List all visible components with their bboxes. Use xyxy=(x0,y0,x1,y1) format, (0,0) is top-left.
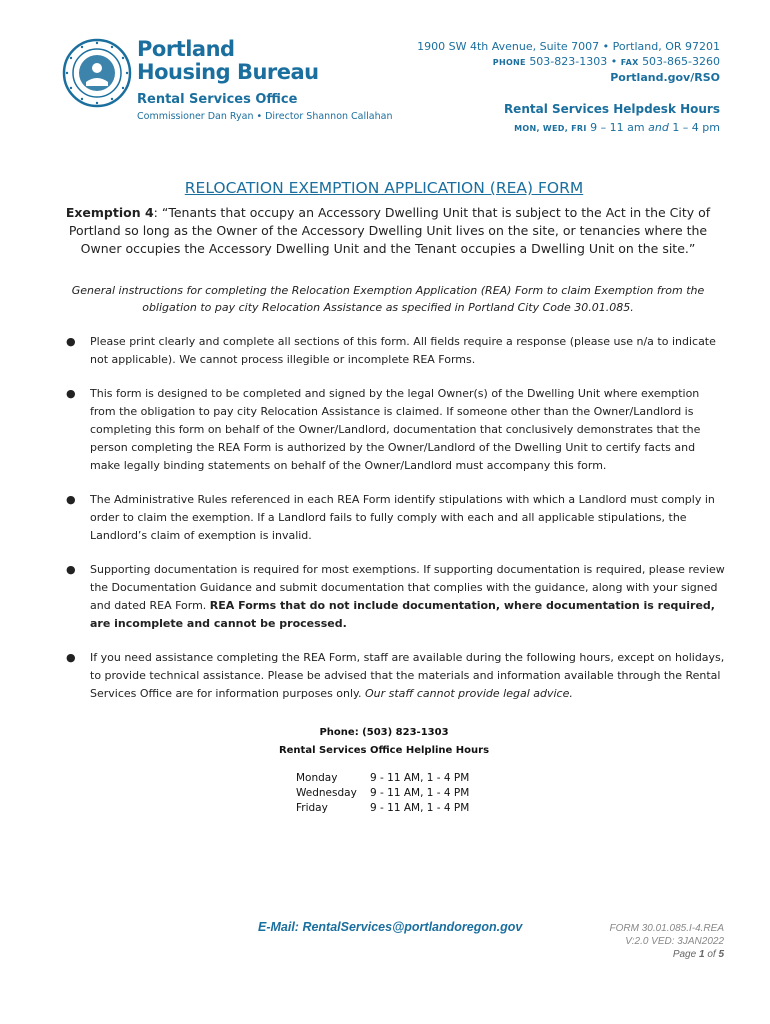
helpdesk-days: MON, WED, FRI xyxy=(514,124,587,133)
brand-line-2: Housing Bureau xyxy=(137,60,319,84)
helpline-block xyxy=(0,724,768,760)
list-item xyxy=(66,385,728,475)
hours-time: 9 - 11 AM, 1 - 4 PM xyxy=(370,802,470,814)
table-row xyxy=(296,801,469,816)
hours-day: Wednesday xyxy=(296,787,357,799)
table-row xyxy=(296,771,469,786)
helpdesk-hours xyxy=(417,121,720,134)
commissioner-line: Commissioner Dan Ryan • Director Shannon Callahan xyxy=(137,111,393,122)
list-item-italic-text: Our staff cannot provide legal advice. xyxy=(364,687,573,700)
bullet-icon: ● xyxy=(66,493,76,506)
list-item xyxy=(66,491,728,545)
brand-line-1: Portland xyxy=(137,37,235,61)
exemption-text: : “Tenants that occupy an Accessory Dwelling Unit that is subject to the Act in the City of Portland so long as the Owner of the Accessory Dwelling Unit lives on the site, or tenancies where the Owner occupies the Accessory Dwelling Unit and the Tenant occupies a Dwelling Unit on the site.” xyxy=(68,205,711,256)
office-address: 1900 SW 4th Avenue, Suite 7007 • Portland, OR 97201 xyxy=(417,40,720,53)
list-item xyxy=(66,561,728,633)
list-item xyxy=(66,333,728,369)
helpdesk-hours-2: 1 – 4 pm xyxy=(672,121,720,134)
form-reference xyxy=(610,922,725,961)
helpline-title: Rental Services Office Helpline Hours xyxy=(278,745,490,756)
hours-day: Monday xyxy=(296,772,338,784)
office-name: Rental Services Office xyxy=(137,92,298,107)
email-link[interactable]: E-Mail: RentalServices@portlandoregon.gov xyxy=(258,920,523,934)
general-instructions: General instructions for completing the Relocation Exemption Application (REA) Form to claim Exemption from the obligation to pay city Relocation Assistance as specified in Portland City Code 30.01.085. xyxy=(71,284,705,314)
hours-time: 9 - 11 AM, 1 - 4 PM xyxy=(370,787,470,799)
form-version: V:2.0 VED: 3JAN2022 xyxy=(625,936,724,947)
exemption-statement xyxy=(48,204,728,258)
city-of-portland-seal-icon xyxy=(62,38,132,108)
list-item-text: The Administrative Rules referenced in each REA Form identify stipulations with which a Landlord must comply in order to claim the exemption. If a Landlord fails to fully comply with each and all applicable stipulations, the Landlord’s claim of exemption is invalid. xyxy=(90,493,715,542)
helpline-phone: Phone: (503) 823-1303 xyxy=(319,727,449,738)
page-indicator: Page 1 of 5 xyxy=(672,949,724,960)
bullet-icon: ● xyxy=(66,651,76,664)
brand-block xyxy=(137,38,392,122)
list-item-text: Please print clearly and complete all sections of this form. All fields require a response (please use n/a to indicate not applicable). We cannot process illegible or incomplete REA Forms. xyxy=(90,335,716,366)
list-item-text: If you need assistance completing the REA Form, staff are available during the following hours, except on holidays, to provide technical assistance. Please be advised that the materials and information available through the Rental Services Office are for information purposes only. xyxy=(90,651,725,700)
table-row xyxy=(296,786,469,801)
list-item xyxy=(66,649,728,703)
hours-table xyxy=(296,771,469,816)
list-item-text: This form is designed to be completed and signed by the legal Owner(s) of the Dwelling Unit where exemption from the obligation to pay city Relocation Assistance is claimed. If someone other than the Owner/Landlord is completing this form on behalf of the Owner/Landlord, documentation that conclusively demonstrates that the person completing the REA Form is authorized by the Owner/Landlord of the Dwelling Unit to certify facts and make legally binding statements on behalf of the Owner/Landlord must accompany this form. xyxy=(90,387,701,472)
bullet-icon: ● xyxy=(66,387,76,400)
bullet-icon: ● xyxy=(66,563,76,576)
helpdesk-and: and xyxy=(648,121,669,134)
form-number: FORM 30.01.085.I-4.REA xyxy=(609,923,724,934)
list-item-text: Supporting documentation is required for most exemptions. If supporting documentation is required, please review the Documentation Guidance and submit documentation that complies with the guidance, along with your signed and dated REA Form. xyxy=(90,563,725,612)
hours-time: 9 - 11 AM, 1 - 4 PM xyxy=(370,772,470,784)
website-link[interactable]: Portland.gov/RSO xyxy=(610,71,720,84)
instruction-list xyxy=(66,333,728,719)
phone-number: 503-823-1303 xyxy=(529,55,608,68)
form-title: RELOCATION EXEMPTION APPLICATION (REA) FORM xyxy=(184,179,584,197)
fax-number: 503-865-3260 xyxy=(642,55,720,68)
helpdesk-title: Rental Services Helpdesk Hours xyxy=(503,102,720,116)
helpdesk-hours-1: 9 – 11 am xyxy=(590,121,645,134)
contact-header xyxy=(417,40,720,134)
fax-label: FAX xyxy=(620,58,639,67)
bullet-icon: ● xyxy=(66,335,76,348)
phone-label: PHONE xyxy=(492,58,526,67)
phone-fax-line: PHONE 503-823-1303 • FAX 503-865-3260 xyxy=(492,55,720,68)
hours-day: Friday xyxy=(296,802,328,814)
list-item-bold-text: REA Forms that do not include documentation, where documentation is required, are incomplete and cannot be processed. xyxy=(90,599,715,630)
exemption-label: Exemption 4 xyxy=(65,205,154,220)
